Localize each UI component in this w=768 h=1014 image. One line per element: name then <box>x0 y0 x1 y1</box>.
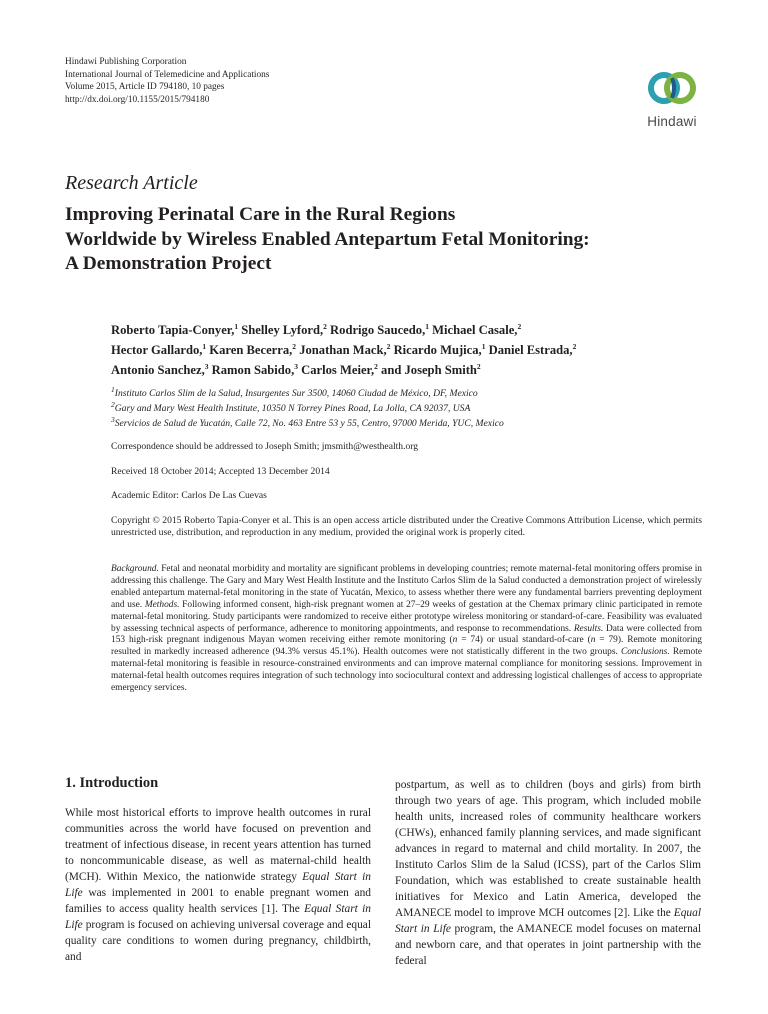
text-run: was implemented in 2001 to enable pregnant women and families to access quality health services [1]. The <box>65 887 371 915</box>
affiliation <box>111 401 504 416</box>
hindawi-logo-text: Hindawi <box>647 114 697 129</box>
author-name: Hector Gallardo, <box>111 343 203 357</box>
author-affiliation-marker: 2 <box>517 321 522 331</box>
author-affiliation-marker: 2 <box>386 341 391 351</box>
author-name: Karen Becerra, <box>206 343 293 357</box>
text-run: program is focused on achieving universal coverage and equal quality care conditions to women during pregnancy, childbirth, and <box>65 919 371 963</box>
author-name: and Joseph Smith <box>377 363 477 377</box>
affiliation-list <box>111 386 504 431</box>
text-run: = 74) or usual standard-of-care ( <box>457 635 591 646</box>
author-line <box>111 320 711 340</box>
received-dates: Received 18 October 2014; Accepted 13 December 2014 <box>111 466 330 477</box>
abstract <box>111 564 702 695</box>
author-affiliation-marker: 3 <box>204 361 209 371</box>
author-name: Jonathan Mack, <box>296 343 387 357</box>
publisher-name: Hindawi Publishing Corporation <box>65 57 187 67</box>
affiliation-marker: 3 <box>111 414 115 424</box>
italic-run: Results. <box>573 623 604 634</box>
affiliation-marker: 1 <box>111 384 115 394</box>
author-name: Ricardo Mujica, <box>390 343 482 357</box>
italic-run: Equal Start in Life <box>395 907 701 935</box>
author-affiliation-marker: 2 <box>572 341 577 351</box>
author-affiliation-marker: 1 <box>481 341 486 351</box>
text-run: Data were collected from 153 high-risk pregnant indigenous Mayan women receiving either remote monitoring ( <box>111 623 703 646</box>
author-affiliation-marker: 1 <box>425 321 429 331</box>
copyright-notice: Copyright © 2015 Roberto Tapia-Conyer et al. This is an open access article distributed under the Creative Commons Attribution License, which permits unrestricted use, distribution, and reproduction in any medium, provided the original work is properly cited. <box>111 515 702 539</box>
author-affiliation-marker: 2 <box>476 361 481 371</box>
italic-run: n <box>590 635 596 646</box>
author-name: Carlos Meier, <box>298 363 375 377</box>
italic-run: Methods. <box>144 599 180 610</box>
author-name: Roberto Tapia-Conyer, <box>111 323 235 337</box>
text-run: program, the AMANECE model focuses on maternal and newborn care, and that operates in joint partnership with the federal <box>395 923 701 967</box>
title-line: Improving Perinatal Care in the Rural Regions <box>65 204 456 225</box>
italic-run: Conclusions. <box>620 647 670 658</box>
journal-name: International Journal of Telemedicine and Applications <box>65 69 270 80</box>
section-heading: 1. Introduction <box>65 775 159 791</box>
text-run: Following informed consent, high-risk pregnant women at 27–29 weeks of gestation at the Chemax primary clinic participated in remote maternal-fetal monitoring. Study participants were randomized to receive either prototype wireless monitoring or standard-of-care. Feasibility was evaluated by assessing technical aspects of performance, adherence to monitoring appointments, and response to recommendations. <box>111 599 702 634</box>
text-run: While most historical efforts to improve health outcomes in rural communities across the world have focused on prevention and treatment of infectious disease, in recent years attention has turned to noncommunicable disease, as well as maternal-child health (MCH). Within Mexico, the nationwide strategy <box>65 807 371 883</box>
text-run: Remote maternal-fetal monitoring is feasible in resource-constrained environments and can improve maternal compliance for monitoring sessions. Improvement in maternal-fetal health outcomes requires integration of such technology into sociocultural context and addressing logistical challenges of access to appropriate emergency services. <box>111 647 702 694</box>
italic-run: Equal Start in Life <box>65 871 371 899</box>
affiliation-text: Servicios de Salud de Yucatán, Calle 72, No. 463 Entre 53 y 55, Centro, 97000 Merida, YUC, Mexico <box>114 418 504 429</box>
author-affiliation-marker: 3 <box>294 361 298 371</box>
academic-editor: Academic Editor: Carlos De Las Cuevas <box>111 490 267 501</box>
text-run: = 79). Remote monitoring resulted in markedly increased adherence (94.3% versus 45.1%). Health outcomes were not statistically different in the two groups. <box>111 635 702 658</box>
affiliation <box>111 386 504 401</box>
author-line <box>111 360 711 380</box>
article-title <box>65 203 715 277</box>
author-affiliation-marker: 2 <box>374 361 378 371</box>
author-line <box>111 340 711 360</box>
body-column-right <box>395 777 701 969</box>
author-name: Michael Casale, <box>428 323 518 337</box>
author-name: Daniel Estrada, <box>485 343 573 357</box>
journal-header <box>65 56 269 106</box>
article-type: Research Article <box>65 172 198 194</box>
correspondence: Correspondence should be addressed to Joseph Smith; jmsmith@westhealth.org <box>111 441 419 452</box>
affiliation-text: Instituto Carlos Slim de la Salud, Insurgentes Sur 3500, 14060 Ciudad de México, DF, Mexico <box>114 388 478 399</box>
author-name: Ramon Sabido, <box>208 363 295 377</box>
author-affiliation-marker: 2 <box>323 321 327 331</box>
body-column-left <box>65 805 371 965</box>
affiliation-text: Gary and Mary West Health Institute, 10350 N Torrey Pines Road, La Jolla, CA 92037, USA <box>114 403 471 414</box>
affiliation-marker: 2 <box>111 399 115 409</box>
author-name: Shelley Lyford, <box>238 323 324 337</box>
title-line: A Demonstration Project <box>65 253 272 274</box>
italic-run: Equal Start in Life <box>65 903 371 931</box>
author-affiliation-marker: 2 <box>292 341 297 351</box>
title-line: Worldwide by Wireless Enabled Antepartum Fetal Monitoring: <box>65 228 590 250</box>
author-affiliation-marker: 1 <box>234 321 239 331</box>
author-name: Rodrigo Saucedo, <box>326 323 426 337</box>
author-affiliation-marker: 1 <box>202 341 207 351</box>
text-run: Fetal and neonatal morbidity and mortality are significant problems in developing countries; remote maternal-fetal monitoring offers promise in addressing this challenge. The Gary and Mary West Health Institute and the Instituto Carlos Slim de la Salud conducted a demonstration project of wirelessly enabled antepartum maternal-fetal monitoring in the state of Yucatán, Mexico, to assess whether there were any fundamental barriers preventing deployment and use. <box>111 564 702 610</box>
italic-run: Background. <box>111 564 159 574</box>
doi-link[interactable]: http://dx.doi.org/10.1155/2015/794180 <box>65 94 210 105</box>
affiliation <box>111 416 504 431</box>
author-list <box>111 320 711 380</box>
volume-info: Volume 2015, Article ID 794180, 10 pages <box>65 82 225 93</box>
author-name: Antonio Sanchez, <box>111 363 205 377</box>
text-run: postpartum, as well as to children (boys and girls) from birth through two years of age. This program, which included mobile health units, increased roles of community healthcare workers (CHWs), enhanced family planning services, and made significant advances in regard to maternal and child mortality. In 2007, the Instituto Carlos Slim de la Salud (ICSS), part of the Carlos Slim Foundation, which was established to create sustainable health initiatives for Mexico and Latin America, developed the AMANECE model to improve MCH outcomes [2]. Like the <box>395 779 701 919</box>
italic-run: n <box>452 635 458 646</box>
